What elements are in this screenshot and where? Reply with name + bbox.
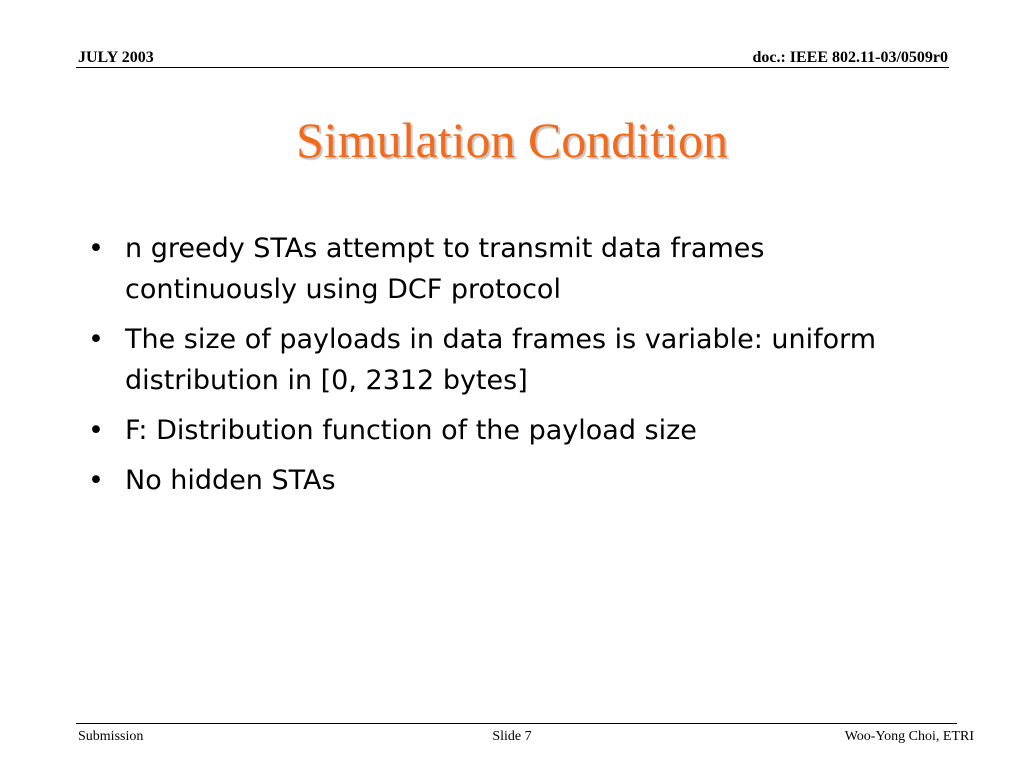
bullet-list [88,228,888,510]
bullet-text: n greedy STAs attempt to transmit data frames continuously using DCF protocol [125,233,765,305]
bullet-icon: • [88,465,104,496]
bullet-text: F: Distribution function of the payload size [125,415,697,446]
header-divider [76,67,949,68]
header-date: JULY 2003 [78,49,154,66]
bullet-item [88,319,888,401]
bullet-icon: • [88,324,104,355]
bullet-text: The size of payloads in data frames is variable: uniform distribution in [0, 2312 bytes] [125,324,877,396]
header-doc-id: doc.: IEEE 802.11-03/0509r0 [752,49,948,66]
slide-title: Simulation Condition [296,112,728,168]
footer-divider [76,723,957,724]
bullet-text: No hidden STAs [125,465,336,496]
bullet-item [88,460,888,501]
bullet-icon: • [88,233,104,264]
footer-slide-number: Slide 7 [492,729,532,744]
footer-author: Woo-Yong Choi, ETRI [844,729,974,744]
bullet-item [88,228,888,310]
bullet-item [88,410,888,451]
bullet-icon: • [88,415,104,446]
footer-submission: Submission [78,729,144,744]
